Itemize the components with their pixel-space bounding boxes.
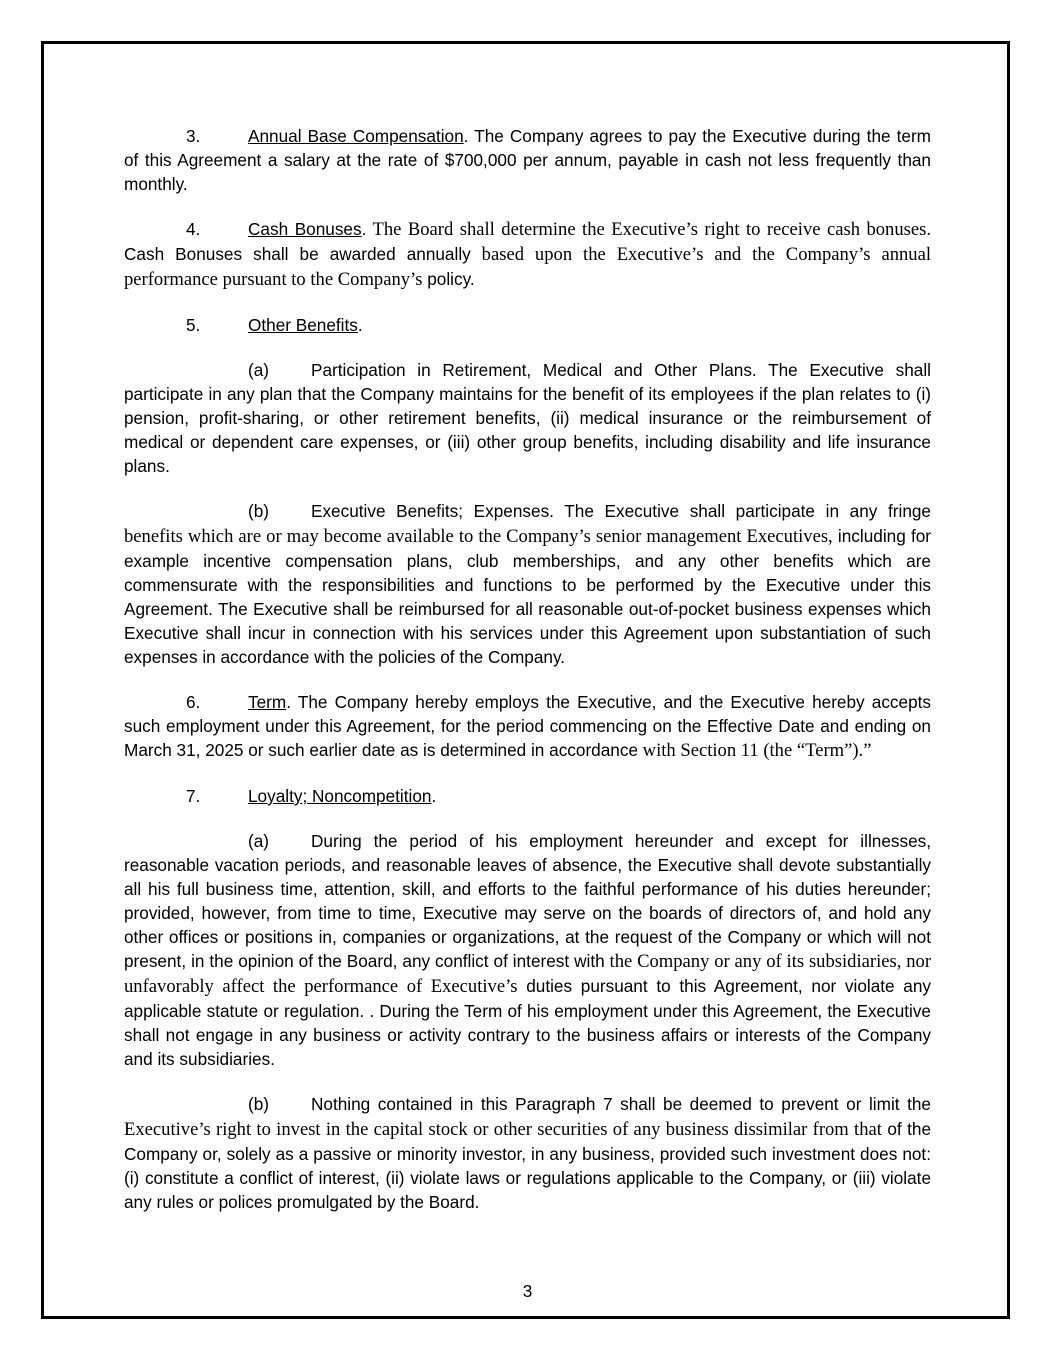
section-3-annual-base-compensation: [124, 124, 931, 196]
heading-punctuation: .: [361, 219, 367, 239]
section-7b-investments: [124, 1092, 931, 1214]
subsection-text: Nothing contained in this Paragraph 7 shall be deemed to prevent or limit the: [311, 1094, 931, 1114]
section-heading: Loyalty; Noncompetition: [248, 786, 432, 806]
section-number: 5.: [186, 315, 201, 335]
subsection-text-serif: the Company or any of its subsidiaries, nor unfavorably affect the performance of Executive’s: [124, 951, 932, 997]
section-heading: Annual Base Compensation: [248, 126, 464, 146]
section-text: Cash Bonuses shall be awarded annually: [124, 244, 471, 264]
section-heading: Cash Bonuses: [248, 219, 362, 239]
heading-punctuation: .: [431, 786, 437, 806]
heading-punctuation: .: [357, 315, 363, 335]
subsection-label: (b): [248, 1094, 270, 1114]
subsection-label: (a): [248, 360, 270, 380]
section-number: 3.: [186, 126, 201, 146]
section-heading: Term: [248, 692, 287, 712]
section-number: 4.: [186, 219, 201, 239]
document-body: [124, 124, 931, 1235]
subsection-text-serif: benefits which are or may become available to the Company’s senior management Executives,: [124, 526, 833, 547]
subsection-text: duties pursuant to this Agreement, nor violate any applicable statute or regulation. . During the Term of his employment under this Agreement, the Executive shall not engage in any business or activity contrary to the business affairs or interests of the Company and its subsidiaries.: [124, 976, 932, 1069]
subsection-text-serif: Executive’s right to invest in the capital stock or other securities of any business dissimilar from that: [124, 1119, 882, 1140]
page-number: 3: [522, 1281, 533, 1301]
section-number: 7.: [186, 786, 201, 806]
section-text: policy.: [422, 269, 475, 289]
section-text: The Company agrees to pay the Executive during the term of this Agreement a salary at the rate of $700,000 per annum, payable in cash not less frequently than monthly.: [124, 126, 931, 194]
heading-punctuation: .: [286, 692, 291, 712]
section-7-loyalty-noncompetition: [124, 784, 931, 808]
section-text-serif: based upon the Executive’s and the Company’s annual performance pursuant to the Company’s: [124, 244, 932, 290]
section-4-cash-bonuses: [124, 217, 931, 292]
subsection-text: including for example incentive compensation plans, club memberships, and any other benefits which are commensurate with the responsibilities and functions to be performed by the Executive under this Agreement. The Executive shall be reimbursed for all reasonable out-of-pocket business expenses which Executive shall incur in connection with his services under this Agreement upon substantiation of such expenses in accordance with the policies of the Company.: [124, 526, 931, 667]
section-5a-participation: [124, 358, 931, 478]
section-text: The Company hereby employs the Executive, and the Executive hereby accepts such employment under this Agreement, for the period commencing on the Effective Date and ending on March 31, 2025 or such earlier date as is determined in accordance: [124, 692, 931, 760]
section-5b-executive-benefits: [124, 499, 931, 669]
subsection-text: of the Company or, solely as a passive or minority investor, in any business, provided such investment does not: (i) constitute a conflict of interest, (ii) violate laws or regulations applicable to the Company, or (iii) violate any rules or polices promulgated by the Board.: [124, 1119, 932, 1212]
section-text-serif: with Section 11 (the “Term”).”: [638, 740, 872, 761]
heading-punctuation: .: [463, 126, 469, 146]
section-6-term: [124, 690, 931, 763]
subsection-text: During the period of his employment hereunder and except for illnesses, reasonable vacation periods, and reasonable leaves of absence, the Executive shall devote substantially all his full business time, attention, skill, and efforts to the faithful performance of his duties hereunder; provided, however, from time to time, Executive may serve on the boards of directors of, and hold any other offices or positions in, companies or organizations, at the request of the Company or which will not present, in the opinion of the Board, any conflict of interest with: [124, 831, 931, 971]
subsection-text: Participation in Retirement, Medical and Other Plans. The Executive shall participate in any plan that the Company maintains for the benefit of its employees if the plan relates to (i) pension, profit-sharing, or other retirement benefits, (ii) medical insurance or the reimbursement of medical or dependent care expenses, or (iii) other group benefits, including disability and life insurance plans.: [124, 360, 931, 476]
section-text-serif: The Board shall determine the Executive’s right to receive cash bonuses.: [366, 219, 931, 240]
section-heading: Other Benefits: [248, 315, 358, 335]
subsection-text: Executive Benefits; Expenses. The Executive shall participate in any fringe: [311, 501, 931, 521]
subsection-label: (a): [248, 831, 270, 851]
section-7a-employment-duties: [124, 829, 931, 1071]
section-number: 6.: [186, 692, 201, 712]
subsection-label: (b): [248, 501, 270, 521]
section-5-other-benefits: [124, 313, 931, 337]
